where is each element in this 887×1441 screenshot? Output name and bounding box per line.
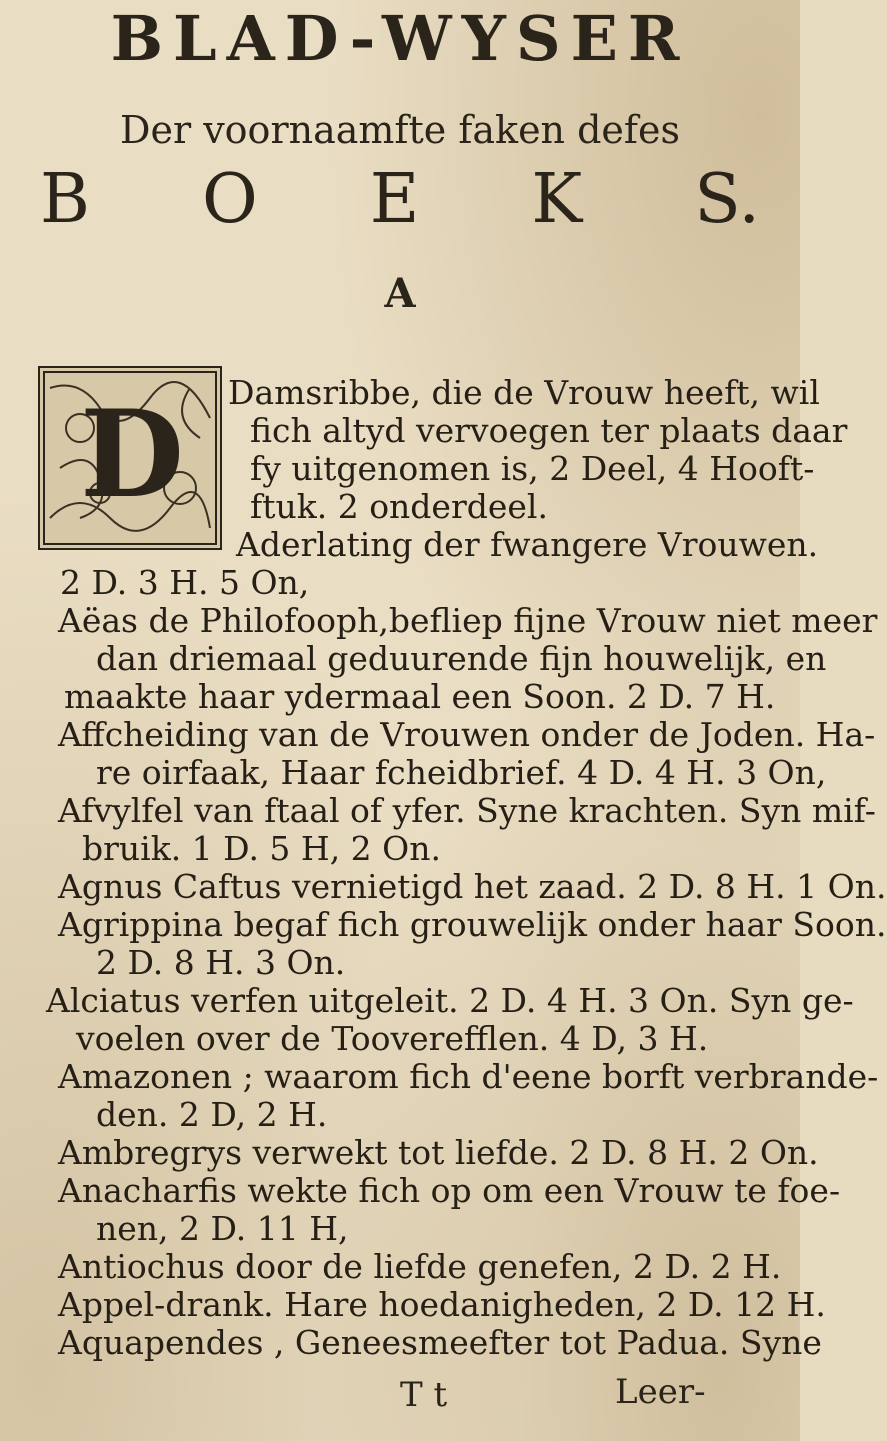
entry-line: fich altyd vervoegen ter plaats daar [250, 411, 848, 450]
entry-line: Agrippina begaf fich grouwelijk onder haar Soon. [58, 905, 887, 944]
entry-line: Aderlating der fwangere Vrouwen. [236, 525, 819, 564]
entry-line: Agnus Caftus vernietigd het zaad. 2 D. 8 H. 1 On. [58, 867, 887, 906]
entry-line: Affcheiding van de Vrouwen onder de Joden. Ha- [58, 715, 876, 754]
books-letter: S. [694, 160, 760, 239]
entry-line: Ambregrys verwekt tot liefde. 2 D. 8 H. 2 On. [58, 1133, 819, 1172]
entry-line: dan driemaal geduurende fijn houwelijk, en [96, 639, 827, 678]
books-letter: B [40, 160, 90, 239]
signature-mark: T t [400, 1375, 448, 1415]
entry-line: Amazonen ; waarom fich d'eene borft verbrande- [58, 1057, 879, 1096]
entry-line: re oirfaak, Haar fcheidbrief. 4 D. 4 H. 3 On, [96, 753, 827, 792]
entry-line: Afvylfel van ftaal of yfer. Syne krachten. Syn mif- [58, 791, 876, 830]
entry-line: Aëas de Philofooph,befliep fijne Vrouw niet meer [58, 601, 878, 640]
books-heading [40, 160, 760, 239]
svg-text:D: D [79, 384, 185, 525]
entry-line: maakte haar ydermaal een Soon. 2 D. 7 H. [64, 677, 776, 716]
entry-line: den. 2 D, 2 H. [96, 1095, 328, 1134]
entry-line: Damsribbe, die de Vrouw heeft, wil [228, 373, 820, 412]
entry-line: ftuk. 2 onderdeel. [250, 487, 548, 526]
page-title: BLAD-WYSER [110, 2, 690, 75]
entry-line: Antiochus door de liefde genefen, 2 D. 2 H. [58, 1247, 782, 1286]
subtitle: Der voornaamfte faken defes [120, 108, 680, 152]
entry-line: Anacharfis wekte fich op om een Vrouw te foe- [58, 1171, 841, 1210]
entry-line: voelen over de Tooverefflen. 4 D, 3 H. [76, 1019, 709, 1058]
entry-line: Aquapendes , Geneesmeefter tot Padua. Syne [58, 1323, 822, 1362]
section-letter: A [384, 270, 416, 317]
books-letter: O [201, 160, 258, 239]
catchword: Leer- [615, 1372, 706, 1412]
entry-line: nen, 2 D. 11 H, [96, 1209, 349, 1248]
entry-line: Appel-drank. Hare hoedanigheden, 2 D. 12 H. [58, 1285, 826, 1324]
entry-line: fy uitgenomen is, 2 Deel, 4 Hooft- [250, 449, 815, 488]
entry-line: bruik. 1 D. 5 H, 2 On. [82, 829, 441, 868]
ornament-svg [40, 368, 220, 548]
entry-line: 2 D. 3 H. 5 On, [60, 563, 310, 602]
entry-line: 2 D. 8 H. 3 On. [96, 943, 346, 982]
books-letter: E [369, 160, 420, 239]
books-letter: K [531, 160, 583, 239]
ornamental-initial-icon [38, 366, 222, 550]
entry-line: Alciatus verfen uitgeleit. 2 D. 4 H. 3 On. Syn ge- [46, 981, 854, 1020]
